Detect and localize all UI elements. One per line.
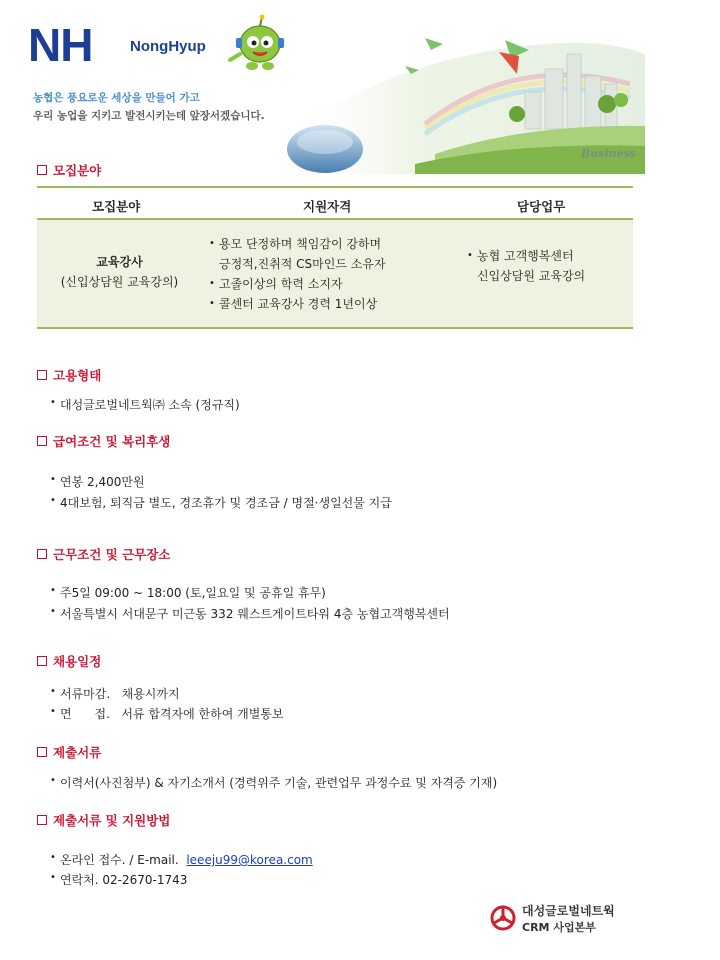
nonghyup-logo-text: NongHyup: [130, 38, 206, 55]
section-work-conditions: [37, 545, 170, 563]
email-link[interactable]: leeeju99@korea.com: [186, 853, 313, 867]
slogan-line-1: 농협은 풍요로운 세상을 만들어 가고: [33, 92, 200, 104]
employment-item: • 대성글로벌네트웍㈜ 소속 (정규직): [50, 396, 240, 413]
table-header-row: [37, 189, 633, 220]
company-emblem-icon: [488, 903, 518, 933]
section-work-conditions-title: 근무조건 및 근무장소: [53, 547, 171, 562]
square-bullet-icon: [37, 165, 47, 175]
header: [0, 0, 720, 175]
work-item: • 서울특별시 서대문구 미근동 332 웨스트게이트타워 4층 농협고객행복센터: [50, 605, 450, 622]
mascot-icon: [226, 14, 290, 76]
square-bullet-icon: [37, 747, 47, 757]
table-header-duty: 담당업무: [517, 199, 566, 214]
section-recruit-field-title: 모집분야: [53, 163, 102, 178]
section-employment-type-title: 고용형태: [53, 368, 102, 383]
square-bullet-icon: [37, 370, 47, 380]
schedule-item: • 면 접. 서류 합격자에 한하여 개별통보: [50, 705, 283, 722]
qualification-item: • 콜센터 교육강사 경력 1년이상: [209, 294, 449, 314]
qualification-item: • 고졸이상의 학력 소지자: [209, 274, 449, 294]
slogan-line-2: 우리 농업을 지키고 발전시키는데 앞장서겠습니다.: [33, 110, 265, 122]
company-name: 대성글로벌네트웍: [522, 904, 615, 918]
table-cell-qualification: [209, 234, 449, 314]
square-bullet-icon: [37, 436, 47, 446]
recruit-table: [37, 186, 633, 328]
section-apply-method-title: 제출서류 및 지원방법: [53, 813, 171, 828]
salary-item: • 연봉 2,400만원: [50, 473, 145, 490]
table-bottom-rule: [37, 327, 633, 329]
square-bullet-icon: [37, 656, 47, 666]
nh-logo-mark: NH: [28, 19, 93, 71]
table-cell-field: [37, 252, 202, 292]
field-subtitle: (신입상담원 교육강의): [60, 275, 179, 289]
company-division: CRM 사업본부: [522, 921, 596, 934]
square-bullet-icon: [37, 815, 47, 825]
section-employment-type: [37, 366, 101, 384]
work-item: • 주5일 09:00 ~ 18:00 (토,일요일 및 공휴일 휴무): [50, 584, 326, 601]
table-header-field: 모집분야: [92, 199, 141, 214]
business-illustration: [285, 14, 645, 174]
svg-text:Business: Business: [581, 147, 637, 160]
apply-online-label: 온라인 접수. / E-mail.: [60, 853, 179, 867]
table-row: [37, 220, 633, 327]
company-logo: [488, 900, 638, 936]
duty-item: • 농협 고객행복센터: [467, 246, 627, 266]
slogan: [33, 89, 265, 125]
square-bullet-icon: [37, 549, 47, 559]
section-documents: [37, 743, 101, 761]
document-item: • 이력서(사진첨부) & 자기소개서 (경력위주 기술, 관련업무 과정수료 및 자격증 기재): [50, 774, 497, 791]
section-schedule-title: 채용일정: [53, 654, 102, 669]
section-salary-title: 급여조건 및 복리후생: [53, 434, 171, 449]
table-header-qualification: 지원자격: [303, 199, 352, 214]
duty-item-continued: 신입상담원 교육강의: [477, 269, 586, 283]
section-recruit-field: [37, 161, 101, 179]
contact-item: • 연락처. 02-2670-1743: [50, 871, 187, 888]
table-cell-duty: [467, 246, 627, 286]
field-title: 교육강사: [96, 255, 143, 269]
qualification-item-continued: 긍정적,진취적 CS마인드 소유자: [219, 257, 386, 271]
table-top-rule: [37, 186, 633, 188]
section-documents-title: 제출서류: [53, 745, 102, 760]
salary-item: • 4대보험, 퇴직금 별도, 경조휴가 및 경조금 / 명절·생일선물 지급: [50, 494, 392, 511]
section-schedule: [37, 652, 101, 670]
schedule-item: • 서류마감. 채용시까지: [50, 685, 180, 702]
qualification-item: • 용모 단정하며 책임감이 강하며: [209, 234, 449, 254]
section-salary: [37, 432, 170, 450]
apply-online-item: [50, 851, 313, 868]
section-apply-method: [37, 811, 170, 829]
